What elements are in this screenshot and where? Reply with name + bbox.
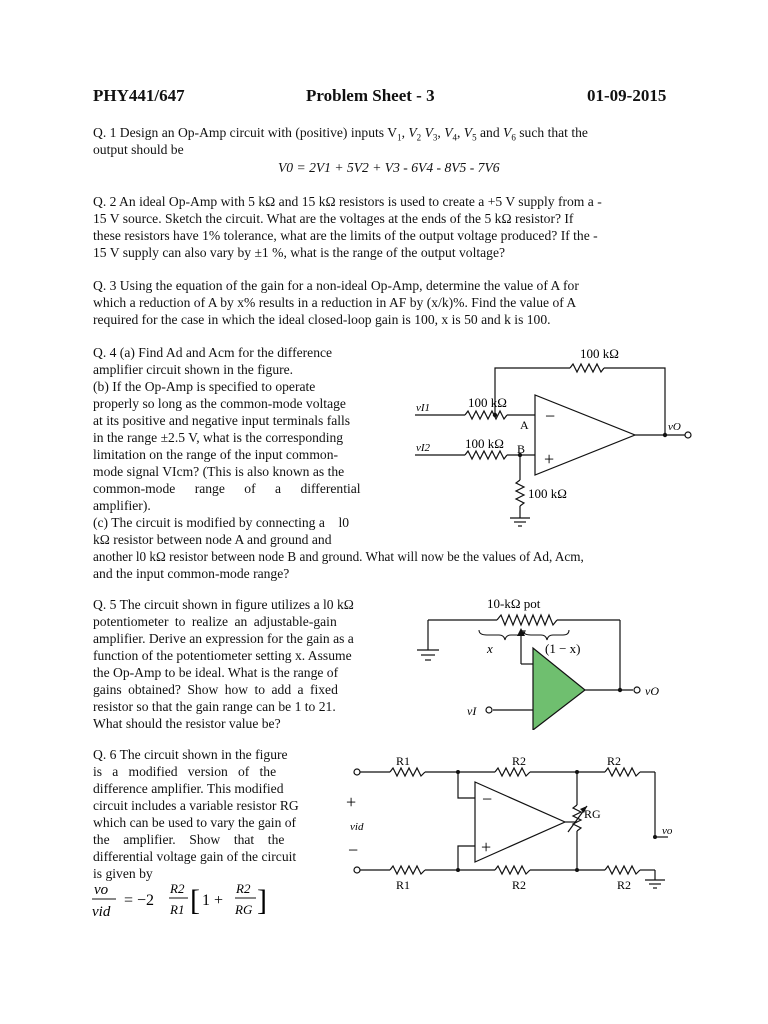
formula-r2: R2 — [170, 881, 185, 896]
q6-fig-r1-bot: R1 — [396, 878, 411, 892]
q6-line8: is given by — [93, 866, 153, 881]
q4-fig-r-feedback: 100 kΩ — [580, 346, 619, 361]
formula-lhs-den: vid — [92, 904, 111, 920]
sheet-title: Problem Sheet - 3 — [306, 86, 435, 105]
q4-difference-amplifier-figure — [410, 340, 700, 530]
formula-one-plus: 1 + — [202, 892, 224, 909]
q6-fig-opamp-minus: − — [482, 789, 493, 809]
q6-fig-r2-bot-right: R2 — [617, 878, 632, 892]
formula-bracket-left: [ — [190, 884, 200, 917]
q6-fig-r2-top-right: R2 — [607, 754, 622, 768]
q5-adjustable-gain-figure — [415, 590, 705, 730]
q3-line2: which a reduction of A by x% results in a reduction in AF by (x/k)%. Find the value of A — [93, 295, 577, 310]
q4-line10: amplifier). — [93, 498, 151, 513]
q3-line1: Q. 3 Using the equation of the gain for a non-ideal Op-Amp, determine the value of A for — [93, 278, 579, 293]
q4-line3: (b) If the Op-Amp is specified to operate — [93, 379, 316, 394]
q4-fig-node-a: A — [520, 418, 529, 432]
q6-fig-r2-top: R2 — [512, 754, 527, 768]
formula-r1: R1 — [170, 902, 185, 917]
q4-fig-minus: − — [545, 406, 556, 426]
q4-line5: at its positive and negative input terminals falls — [93, 413, 351, 428]
q4-fig-r-in2: 100 kΩ — [465, 436, 504, 451]
q2-line1: Q. 2 An ideal Op-Amp with 5 kΩ and 15 kΩ resistors is used to create a +5 V supply from a - — [93, 194, 602, 209]
q5-fig-one-minus-x: (1 − x) — [545, 641, 581, 656]
formula-eq: = −2 — [124, 892, 155, 909]
q6-line7: differential voltage gain of the circuit — [93, 849, 297, 864]
q4-line2: amplifier circuit shown in the figure. — [93, 362, 294, 377]
q6-line5: which can be used to vary the gain of — [93, 815, 297, 830]
q5-line1: Q. 5 The circuit shown in figure utilizes a l0 kΩ — [93, 597, 354, 612]
q4-fig-vi2: vI2 — [416, 442, 431, 454]
q2-line4: 15 V supply can also vary by ±1 %, what is the range of the output voltage? — [93, 245, 506, 260]
q1-line1: Q. 1 Design an Op-Amp circuit with (positive) inputs $V_1$, $V_2$ $V_3$, $V_4$, $V_5$ and $V_6$ such that the — [93, 125, 588, 143]
q6-fig-vo: vo — [662, 825, 673, 837]
q6-modified-difference-amplifier-figure — [340, 750, 680, 895]
q4-line14: and the input common-mode range? — [93, 566, 290, 581]
q5-line8: What should the resistor value be? — [93, 716, 281, 731]
q4-line1: Q. 4 (a) Find Ad and Acm for the difference — [93, 345, 333, 360]
q1-text-a: Q. 1 Design an Op-Amp circuit with (positive) inputs V — [93, 125, 398, 140]
formula-lhs-num: vo — [94, 882, 109, 898]
q3-line3: required for the case in which the ideal closed-loop gain is 100, x is 50 and k is 100. — [93, 312, 551, 327]
q6-fig-minus: − — [348, 840, 359, 860]
q1-equation: V0 = 2V1 + 5V2 + V3 - 6V4 - 8V5 - 7V6 — [278, 160, 500, 175]
q6-fig-rg: RG — [584, 807, 601, 821]
q6-line4: circuit includes a variable resistor RG — [93, 798, 299, 813]
formula-r2b: R2 — [236, 881, 251, 896]
q4-line7: limitation on the range of the input common- — [93, 447, 339, 462]
course-code: PHY441/647 — [93, 86, 185, 105]
q2-line2: 15 V source. Sketch the circuit. What are the voltages at the ends of the 5 kΩ resistor? If — [93, 211, 574, 226]
q6-fig-r1-top: R1 — [396, 754, 411, 768]
q5-fig-x: x — [487, 641, 493, 656]
formula-rg: RG — [235, 902, 253, 917]
q6-fig-r2-bot: R2 — [512, 878, 527, 892]
q4-line11: (c) The circuit is modified by connecting a l0 — [93, 515, 350, 530]
q5-line5: the Op-Amp to be ideal. What is the range of — [93, 665, 339, 680]
q6-line3: difference amplifier. This modified — [93, 781, 284, 796]
q5-line4: function of the potentiometer setting x. Assume — [93, 648, 352, 663]
q4-fig-r-ground: 100 kΩ — [528, 486, 567, 501]
q6-fig-opamp-plus: + — [481, 837, 492, 857]
q6-line2: is a modified version of the — [93, 764, 277, 779]
q4-line12: kΩ resistor between node A and ground and — [93, 532, 332, 547]
q5-fig-pot: 10-kΩ pot — [487, 596, 541, 611]
q5-line6: gains obtained? Show how to add a fixed — [93, 682, 338, 697]
q2-line3: these resistors have 1% tolerance, what are the limits of the output voltage produced? If the - — [93, 228, 598, 243]
formula-bracket-right: ] — [257, 884, 267, 917]
q4-line9: common-mode range of a differential — [93, 481, 361, 496]
q4-fig-plus: + — [544, 449, 555, 469]
sheet-date: 01-09-2015 — [587, 86, 667, 105]
q4-line4: properly so long as the common-mode voltage — [93, 396, 346, 411]
q4-fig-vi1: vI1 — [416, 402, 431, 414]
q1-line2: output should be — [93, 142, 184, 157]
q6-fig-vid: vid — [350, 821, 364, 833]
q4-fig-r-in1: 100 kΩ — [468, 395, 507, 410]
q6-line1: Q. 6 The circuit shown in the figure — [93, 747, 288, 762]
q5-line3: amplifier. Derive an expression for the gain as a — [93, 631, 354, 646]
q4-fig-vo: vO — [668, 421, 681, 433]
q5-line7: resistor so that the gain range can be 1 to 21. — [93, 699, 336, 714]
q4-line8: mode signal VIcm? (This is also known as the — [93, 464, 345, 479]
q4-line6: in the range ±2.5 V, what is the corresponding — [93, 430, 344, 445]
q6-gain-formula — [90, 878, 280, 922]
q4-line13: another l0 kΩ resistor between node B and ground. What will now be the values of Ad, Acm, — [93, 549, 584, 564]
q6-fig-plus: + — [346, 792, 357, 812]
q4-fig-node-b: B — [517, 442, 526, 456]
q5-fig-vi: vI — [467, 704, 477, 718]
q5-fig-vo: vO — [645, 684, 659, 698]
q6-line6: the amplifier. Show that the — [93, 832, 285, 847]
q5-line2: potentiometer to realize an adjustable-gain — [93, 614, 337, 629]
